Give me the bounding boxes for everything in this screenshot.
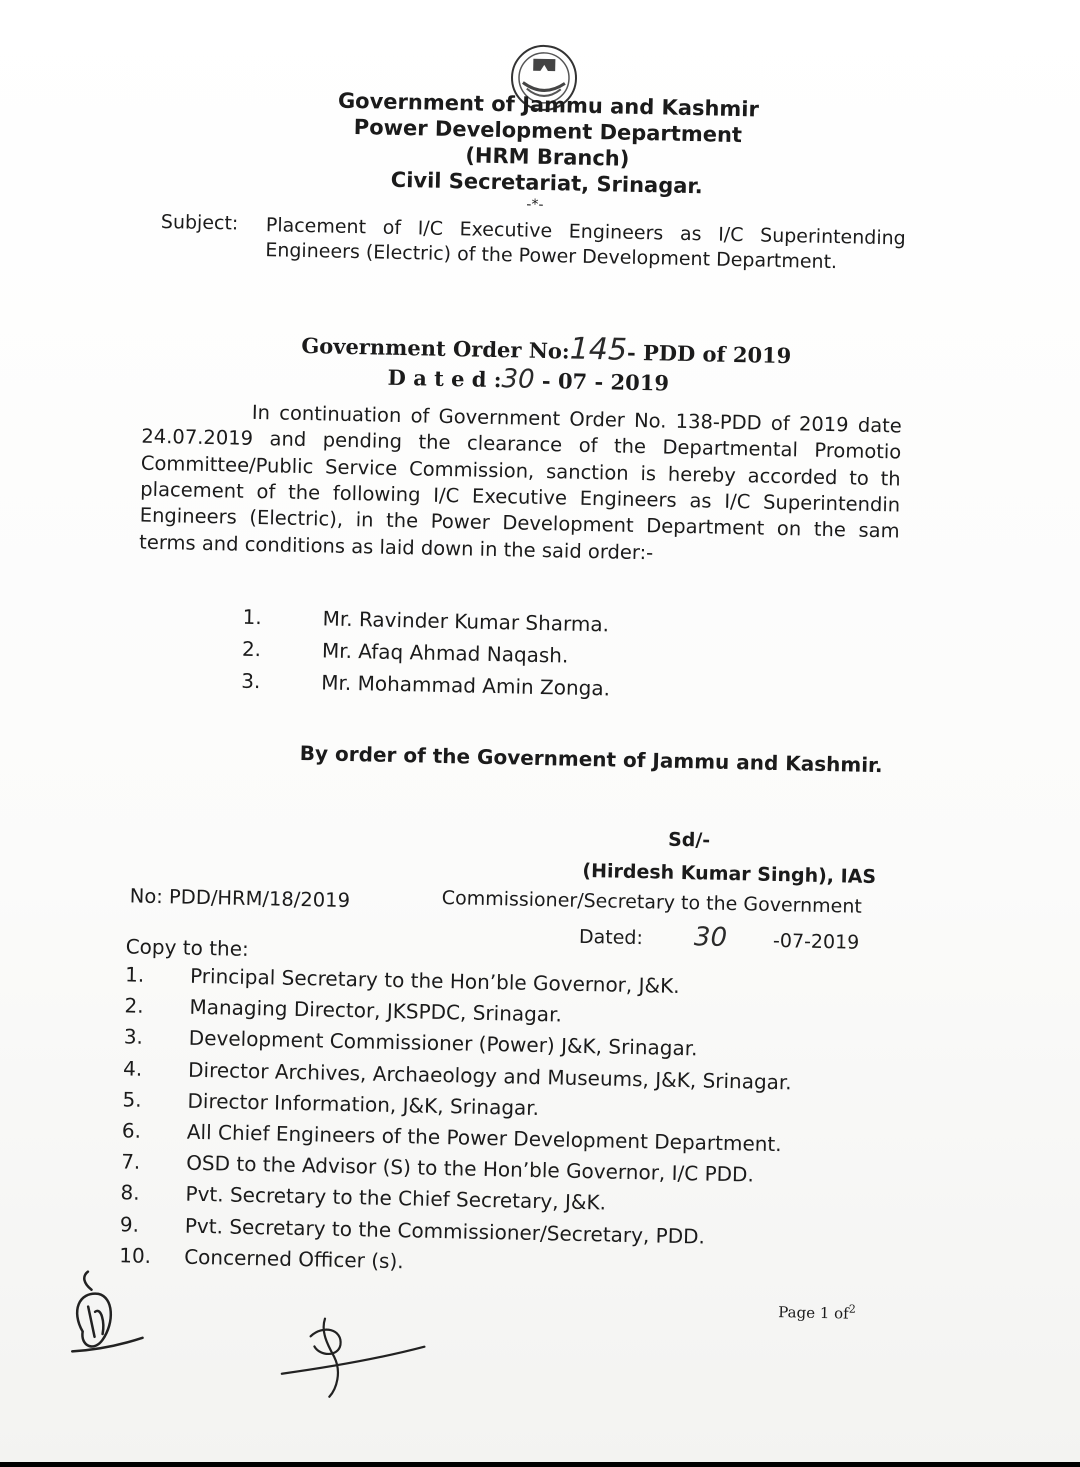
header-branch: (HRM Branch) [465, 143, 630, 171]
order-date-rest: - 07 - 2019 [534, 367, 670, 396]
header-address: Civil Secretariat, Srinagar. [390, 167, 704, 199]
list-item: 2. Mr. Afaq Ahmad Naqash. [241, 636, 569, 668]
copy-recipient: Development Commissioner (Power) J&K, Srinagar. [188, 1026, 698, 1061]
list-item: 1. Mr. Ravinder Kumar Sharma. [242, 604, 610, 637]
order-date-day-handwritten: 30 [501, 364, 535, 395]
list-item: 7. OSD to the Advisor (S) to the Hon’ble Governor, I/C PDD. [120, 1149, 755, 1187]
header-separator: -*- [526, 196, 544, 213]
list-item: 5. Director Information, J&K, Srinagar. [122, 1087, 540, 1120]
screen-bottom-bar [0, 1462, 1080, 1467]
order-dated-label: D a t e d : [387, 364, 502, 393]
header-department: Power Development Department [353, 114, 743, 148]
signature-dated-label: Dated: [578, 925, 644, 950]
handwritten-marks [41, 21, 930, 1439]
officer-name: Mr. Mohammad Amin Zonga. [321, 670, 611, 701]
page-number: Page 1 $of^2$ [778, 1302, 856, 1323]
subject-text: Placement of I/C Executive Engineers as I/C Superintending Engineers (Electric) of the Power Development Department. [265, 214, 906, 273]
order-number-handwritten: 145 [569, 331, 628, 368]
signature-name: (Hirdesh Kumar Singh), IAS [582, 859, 877, 889]
copy-recipient: OSD to the Advisor (S) to the Hon’ble Governor, I/C PDD. [185, 1150, 755, 1187]
government-order-sheet [41, 21, 930, 1439]
list-item: 3. Development Commissioner (Power) J&K, Srinagar. [123, 1024, 698, 1061]
signature-sd: Sd/- [667, 828, 711, 852]
order-prefix: Government Order No: [301, 332, 570, 364]
signature-designation: Commissioner/Secretary to the Government [441, 886, 863, 918]
copy-recipient: Director Information, J&K, Srinagar. [187, 1088, 540, 1120]
initials-signature-icon [72, 1271, 144, 1352]
list-item: 9. Pvt. Secretary to the Commissioner/Secretary, PDD. [119, 1211, 706, 1249]
reference-number: No: PDD/HRM/18/2019 [129, 884, 351, 913]
officer-name: Mr. Ravinder Kumar Sharma. [322, 606, 610, 637]
copy-recipient: Principal Secretary to the Hon’ble Governor, J&K. [189, 963, 680, 998]
order-suffix: - PDD of 2019 [626, 339, 792, 369]
header-government: Government of Jammu and Kashmir [337, 88, 760, 122]
copy-recipient: Managing Director, JKSPDC, Srinagar. [189, 994, 563, 1027]
copy-recipient: Pvt. Secretary to the Commissioner/Secretary, PDD. [184, 1213, 706, 1249]
copy-recipient: Director Archives, Archaeology and Museums, J&K, Srinagar. [187, 1057, 792, 1094]
copy-recipient: Pvt. Secretary to the Chief Secretary, J&K. [185, 1181, 607, 1215]
list-item: 4. Director Archives, Archaeology and Museums, J&K, Srinagar. [122, 1055, 792, 1094]
by-order-line: By order of the Government of Jammu and Kashmir. [299, 740, 883, 778]
list-item: 3. Mr. Mohammad Amin Zonga. [241, 668, 611, 701]
signature-dated-rest: -07-2019 [772, 929, 860, 954]
copy-recipient: All Chief Engineers of the Power Development Department. [186, 1119, 782, 1157]
order-body-text: In continuation of Government Order No. 138-PDD of 2019 date 24.07.2019 and pending the clearance of the Departmental Promotio Committee/Public Service Commission, sanction is hereby accorded to th placement of the following I/C Executive Engineers as I/C Superintendin Engineers (Electric), in the Power Development Department on the sam terms and conditions as laid down in the said order:- [138, 400, 903, 564]
officer-signature-icon [281, 1318, 425, 1399]
list-item: 6. All Chief Engineers of the Power Development Department. [121, 1118, 782, 1157]
copy-to-label: Copy to the: [125, 934, 250, 961]
list-item: 2. Managing Director, JKSPDC, Srinagar. [124, 993, 563, 1027]
copy-recipient: Concerned Officer (s). [183, 1244, 404, 1273]
list-item: 10. Concerned Officer (s). [119, 1242, 404, 1273]
signature-dated-day-handwritten: 30 [693, 922, 728, 953]
officer-name: Mr. Afaq Ahmad Naqash. [321, 638, 569, 668]
subject-label: Subject: [160, 210, 239, 235]
list-item: 1. Principal Secretary to the Hon’ble Governor, J&K. [124, 962, 680, 998]
list-item: 8. Pvt. Secretary to the Chief Secretary, J&K. [120, 1180, 607, 1215]
